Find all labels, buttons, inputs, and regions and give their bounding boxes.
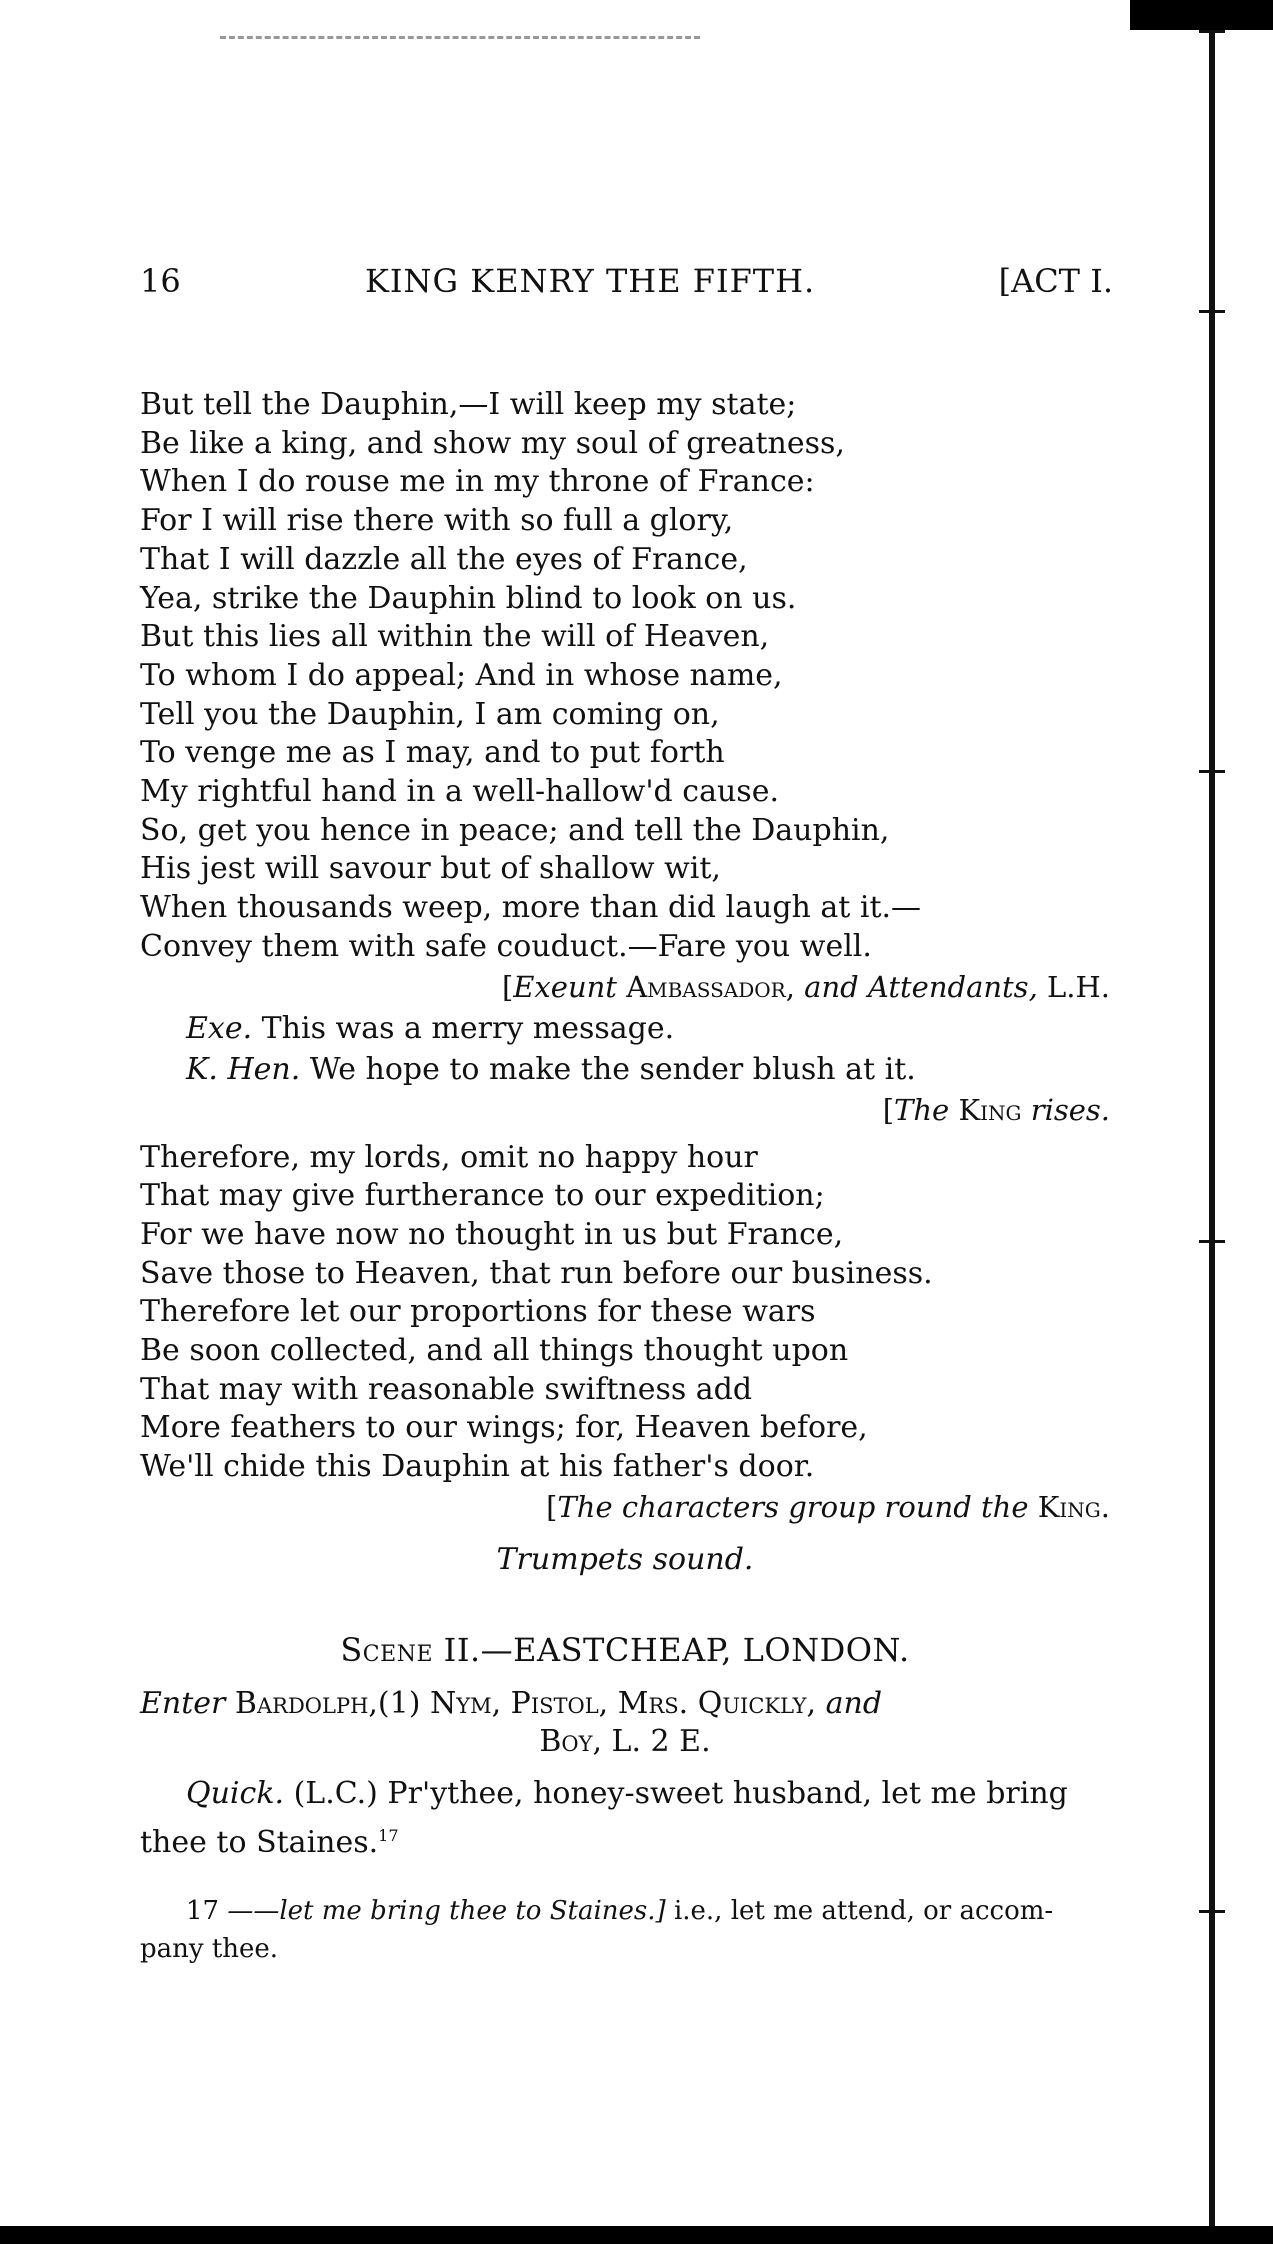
verse-line: My rightful hand in a well-hallow'd cause.	[140, 774, 779, 810]
running-title: KING KENRY THE FIFTH.	[365, 262, 816, 300]
spine-tick	[1199, 1910, 1225, 1913]
verse-line: Yea, strike the Dauphin blind to look on us.	[140, 580, 797, 616]
spine-tick	[1199, 770, 1225, 773]
verse-line: When thousands weep, more than did laugh at it.—	[140, 890, 922, 926]
verse-line: To whom I do appeal; And in whose name,	[140, 657, 783, 693]
speaker-name: Quick.	[186, 1775, 285, 1811]
stage-direction-king-rises	[140, 1090, 1110, 1131]
speech-line-2	[140, 1815, 1110, 1864]
spine-tick	[1199, 30, 1225, 33]
speech-text: This was a merry message.	[261, 1010, 675, 1046]
speech-text: thee to Staines.	[140, 1824, 379, 1860]
act-marker: [ACT I.	[998, 262, 1113, 300]
footnote-text: i.e., let me attend, or accom-	[673, 1895, 1054, 1926]
verse-line: But tell the Dauphin,—I will keep my state;	[140, 387, 797, 422]
bracket: [	[501, 969, 514, 1004]
scan-noise	[220, 36, 700, 45]
verse-block-2	[140, 1139, 1110, 1487]
verse-line: Therefore let our proportions for these wars	[140, 1294, 816, 1330]
verse-line: His jest will savour but of shallow wit,	[140, 851, 721, 887]
verse-line: More feathers to our wings; for, Heaven before,	[140, 1410, 868, 1446]
verse-line: But this lies all within the will of Heaven,	[140, 619, 770, 655]
direction-text: The characters group round the	[557, 1489, 1029, 1524]
footnote	[140, 1892, 1110, 1968]
spine-tick	[1199, 310, 1225, 313]
speech-text: We hope to make the sender blush at it.	[309, 1051, 916, 1087]
direction-rises: rises.	[1030, 1092, 1110, 1127]
speaker-name: Exe.	[186, 1010, 253, 1046]
speaker-name: K. Hen.	[186, 1051, 301, 1087]
stage-direction-group	[140, 1487, 1110, 1528]
verse-line: We'll chide this Dauphin at his father's door.	[140, 1449, 815, 1485]
verse-line: That I will dazzle all the eyes of France,	[140, 541, 748, 577]
scene-title: II.—EASTCHEAP, LONDON.	[443, 1630, 910, 1669]
verse-line: To venge me as I may, and to put forth	[140, 735, 725, 771]
trumpets-text: Trumpets sound.	[496, 1541, 754, 1577]
speech-text: Pr'ythee, honey-sweet husband, let me bring	[387, 1775, 1068, 1811]
footnote-number: 17	[186, 1895, 220, 1926]
speech-king-henry	[140, 1049, 1110, 1090]
scene-heading	[140, 1631, 1110, 1669]
trumpets-direction	[140, 1542, 1110, 1577]
enter-word: Enter	[140, 1685, 226, 1721]
speech-line-1	[140, 1773, 1110, 1815]
verse-line: For I will rise there with so full a glory,	[140, 503, 734, 539]
attendants: and Attendants,	[804, 969, 1038, 1004]
spine-line	[1209, 30, 1215, 2226]
book-spine	[1195, 30, 1225, 2226]
verse-line: For we have now no thought in us but France,	[140, 1216, 844, 1252]
stage-position: (L.C.)	[293, 1775, 378, 1811]
speech-quickly	[140, 1773, 1110, 1864]
page-number: 16	[140, 262, 181, 300]
footnote-line-1	[140, 1892, 1110, 1930]
bracket: [	[882, 1092, 895, 1127]
character-names: Ambassador,	[626, 969, 795, 1004]
exeunt-word: Exeunt	[513, 969, 617, 1004]
footnote-reference: 17	[378, 1825, 399, 1845]
verse-line: Save those to Heaven, that run before our business.	[140, 1255, 933, 1291]
verse-line: When I do rouse me in my throne of France:	[140, 464, 815, 500]
verse-block-1	[140, 386, 1110, 967]
footnote-quote: ——let me bring thee to Staines.]	[227, 1895, 666, 1926]
scene-word: Scene	[340, 1630, 433, 1669]
entry-line-1	[140, 1685, 1110, 1723]
speech-exeter	[140, 1008, 1110, 1049]
book-page	[140, 250, 1113, 1968]
character-name: King	[958, 1092, 1022, 1127]
verse-line: So, get you hence in peace; and tell the Dauphin,	[140, 812, 890, 848]
entry-direction	[140, 1685, 1110, 1761]
verse-line: That may with reasonable swiftness add	[140, 1371, 753, 1407]
stage-position: L.H.	[1047, 969, 1110, 1004]
entry-line-2: Boy, L. 2 E.	[539, 1723, 711, 1759]
footnote-line-2: pany thee.	[140, 1933, 279, 1964]
entering-characters: Bardolph,(1) Nym, Pistol, Mrs. Quickly,	[234, 1685, 817, 1721]
page-header	[140, 250, 1113, 310]
verse-line: Tell you the Dauphin, I am coming on,	[140, 696, 720, 732]
verse-line: Therefore, my lords, omit no happy hour	[140, 1139, 758, 1175]
scan-bottom-edge	[0, 2226, 1273, 2244]
character-name: King.	[1037, 1489, 1110, 1524]
verse-line: Be soon collected, and all things thought upon	[140, 1333, 849, 1369]
bracket: [	[546, 1489, 558, 1524]
scan-top-edge	[1130, 0, 1273, 30]
stage-direction-exeunt	[140, 967, 1110, 1008]
direction-the: The	[894, 1092, 950, 1127]
verse-line: That may give furtherance to our expedition;	[140, 1178, 825, 1214]
verse-line: Convey them with safe couduct.—Fare you well.	[140, 928, 872, 964]
spine-tick	[1199, 1240, 1225, 1243]
verse-line: Be like a king, and show my soul of greatness,	[140, 425, 845, 461]
entry-and: and	[825, 1685, 883, 1721]
